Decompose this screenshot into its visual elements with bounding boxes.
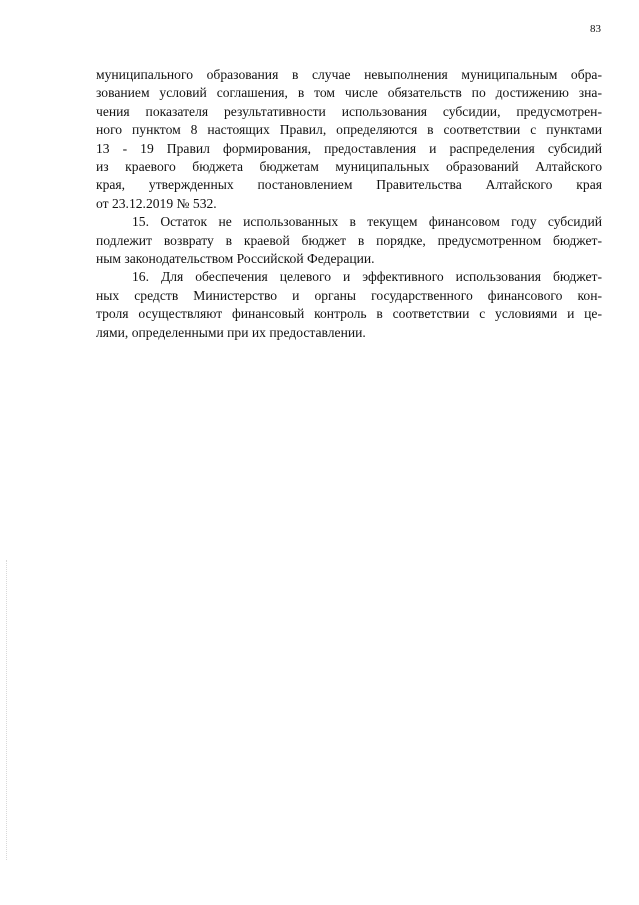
document-body	[96, 66, 602, 342]
text-line: из краевого бюджета бюджетам муниципальных образований Алтайского	[96, 159, 602, 175]
text-line: чения показателя результативности использования субсидии, предусмотрен-	[96, 103, 602, 119]
text-line: 16. Для обеспечения целевого и эффективного использования бюджет-	[132, 269, 602, 285]
text-line: муниципального образования в случае невыполнения муниципальным обра-	[96, 67, 602, 82]
text-line: ных средств Министерство и органы государственного финансового кон-	[96, 287, 602, 303]
paragraph-item-16	[96, 268, 602, 342]
paragraph-item-15	[96, 213, 602, 268]
scan-edge-mark	[6, 560, 8, 860]
text-line: ного пунктом 8 настоящих Правил, определяются в соответствии с пунктами	[96, 122, 602, 138]
paragraph-consequences	[96, 66, 602, 213]
text-line: 15. Остаток не использованных в текущем финансовом году субсидий	[132, 214, 602, 230]
text-line: лями, определенными при их предоставлении.	[96, 324, 366, 340]
text-line: подлежит возврату в краевой бюджет в порядке, предусмотренном бюджет-	[96, 232, 602, 248]
text-line: ным законодательством Российской Федерации.	[96, 251, 375, 267]
text-line: края, утвержденных постановлением Правительства Алтайского края	[96, 177, 602, 193]
text-line: зованием условий соглашения, в том числе обязательств по достижению зна-	[96, 85, 602, 101]
text-line: 13 - 19 Правил формирования, предоставления и распределения субсидий	[96, 140, 602, 156]
page-number: 83	[590, 23, 601, 35]
text-line: от 23.12.2019 № 532.	[96, 195, 217, 211]
text-line: троля осуществляют финансовый контроль в соответствии с условиями и це-	[96, 306, 602, 322]
